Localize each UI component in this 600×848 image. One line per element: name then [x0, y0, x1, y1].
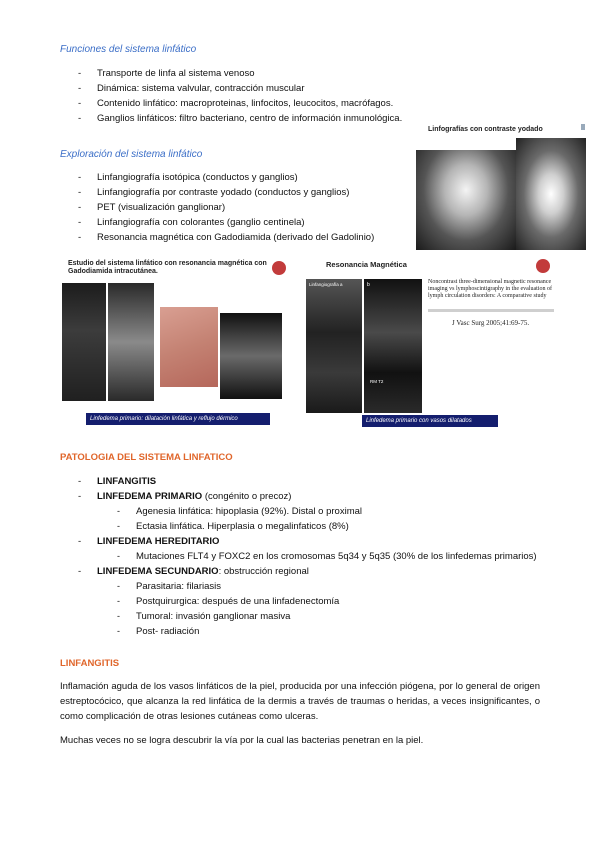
list-item: - Resonancia magnética con Gadodiamida (derivado del Gadolinio): [78, 230, 418, 245]
exploracion-list: [78, 170, 418, 245]
xray-pelvis-image-1: [416, 150, 516, 250]
linfangiografia-image-a: [306, 279, 362, 413]
list-item: - Linfangiografía por contraste yodado (conductos y ganglios): [78, 185, 418, 200]
mri-leg-image-1: [62, 283, 106, 401]
hereditario-sublist: [117, 549, 540, 564]
label-rm-t2: RM T2: [370, 379, 384, 384]
exploracion-heading: Exploración del sistema linfático: [60, 149, 203, 160]
patologia-heading: PATOLOGIA DEL SISTEMA LINFATICO: [60, 452, 233, 463]
list-item: - Mutaciones FLT4 y FOXC2 en los cromosomas 5q34 y 5q35 (30% de los linfedemas primarios): [117, 549, 540, 564]
list-item: - Contenido linfático: macroproteinas, linfocitos, leucocitos, macrófagos.: [78, 96, 408, 111]
university-seal-icon: [272, 261, 286, 275]
secundario-label: LINFEDEMA SECUNDARIO: [97, 566, 219, 577]
skin-photo: [160, 307, 218, 387]
list-item: - Agenesia linfática: hipoplasia (92%). Distal o proximal: [117, 504, 540, 519]
list-item: - Parasitaria: filariasis: [117, 579, 540, 594]
paper-ref: J Vasc Surg 2005;41:69-75.: [452, 319, 530, 327]
resonancia-figure: [304, 255, 558, 427]
resonancia-title: Resonancia Magnética: [326, 260, 407, 269]
list-item: [78, 474, 540, 489]
hereditario-label: LINFEDEMA HEREDITARIO: [97, 536, 220, 547]
list-item: - Transporte de linfa al sistema venoso: [78, 66, 408, 81]
list-item: - Ganglios linfáticos: filtro bacteriano, centro de información inmunológica.: [78, 111, 408, 126]
xray-pelvis-image-2: [516, 138, 586, 250]
linfangitis-paragraph-2: Muchas veces no se logra descubrir la vía por la cual las bacterias penetran en la piel.: [60, 735, 424, 746]
list-item: - PET (visualización ganglionar): [78, 200, 418, 215]
secundario-note: : obstrucción regional: [218, 566, 309, 577]
list-item: [78, 564, 540, 639]
university-seal-icon: [536, 259, 550, 273]
linfangitis-label: LINFANGITIS: [97, 476, 157, 487]
secundario-sublist: [117, 579, 540, 639]
label-b: b: [367, 282, 370, 288]
rm-t2-image-b: [364, 279, 422, 413]
estudio-caption: Linfedema primario: dilatación linfática y reflujo dérmico: [86, 413, 270, 425]
estudio-title: Estudio del sistema linfático con resonancia magnética con Gadodiamida intracutánea.: [68, 260, 267, 275]
list-item: - Dinámica: sistema valvular, contracción muscular: [78, 81, 408, 96]
linfografias-title: Linfografías con contraste yodado: [428, 126, 543, 133]
label-a: Linfangiografía a: [309, 282, 343, 287]
list-item: - Linfangiografía con colorantes (ganglio centinela): [78, 215, 418, 230]
list-item: [78, 489, 540, 534]
list-item: - Postquirurgica: después de una linfadenectomía: [117, 594, 540, 609]
funciones-list: [78, 66, 408, 126]
mri-leg-image-2: [108, 283, 154, 401]
list-item: - Linfangiografía isotópica (conductos y ganglios): [78, 170, 418, 185]
list-item: - Tumoral: invasión ganglionar masiva: [117, 609, 540, 624]
estudio-figure: [60, 255, 298, 427]
funciones-heading: Funciones del sistema linfático: [60, 44, 197, 55]
list-item: - Ectasia linfática. Hiperplasia o megalinfaticos (8%): [117, 519, 540, 534]
list-item: [78, 534, 540, 564]
linfangitis-paragraph-1: Inflamación aguda de los vasos linfáticos de la piel, producida por una infección piógena, por lo general de origen estreptocócico, que alcanza la red linfática de la dermis a través de traumas o heridas, a veces insignificantes, o como complicación de otras lesiones cutáneas como ulceras.: [60, 681, 540, 722]
primario-label: LINFEDEMA PRIMARIO: [97, 491, 203, 502]
patologia-list: [78, 474, 540, 639]
corner-mark: [581, 124, 585, 130]
paper-authors-line: [428, 309, 554, 312]
linfangitis-heading: LINFANGITIS: [60, 658, 120, 669]
primario-note: (congénito o precoz): [202, 491, 292, 502]
list-item: - Post- radiación: [117, 624, 540, 639]
primario-sublist: [117, 504, 540, 534]
paper-title: Noncontrast three-dimensional magnetic resonance imaging vs lymphoscintigraphy in the evaluation of lymph circulation disorders: A comparative study: [428, 279, 552, 299]
mri-leg-image-3: [220, 313, 282, 399]
resonancia-caption: Linfedema primario con vasos dilatados: [362, 415, 498, 427]
